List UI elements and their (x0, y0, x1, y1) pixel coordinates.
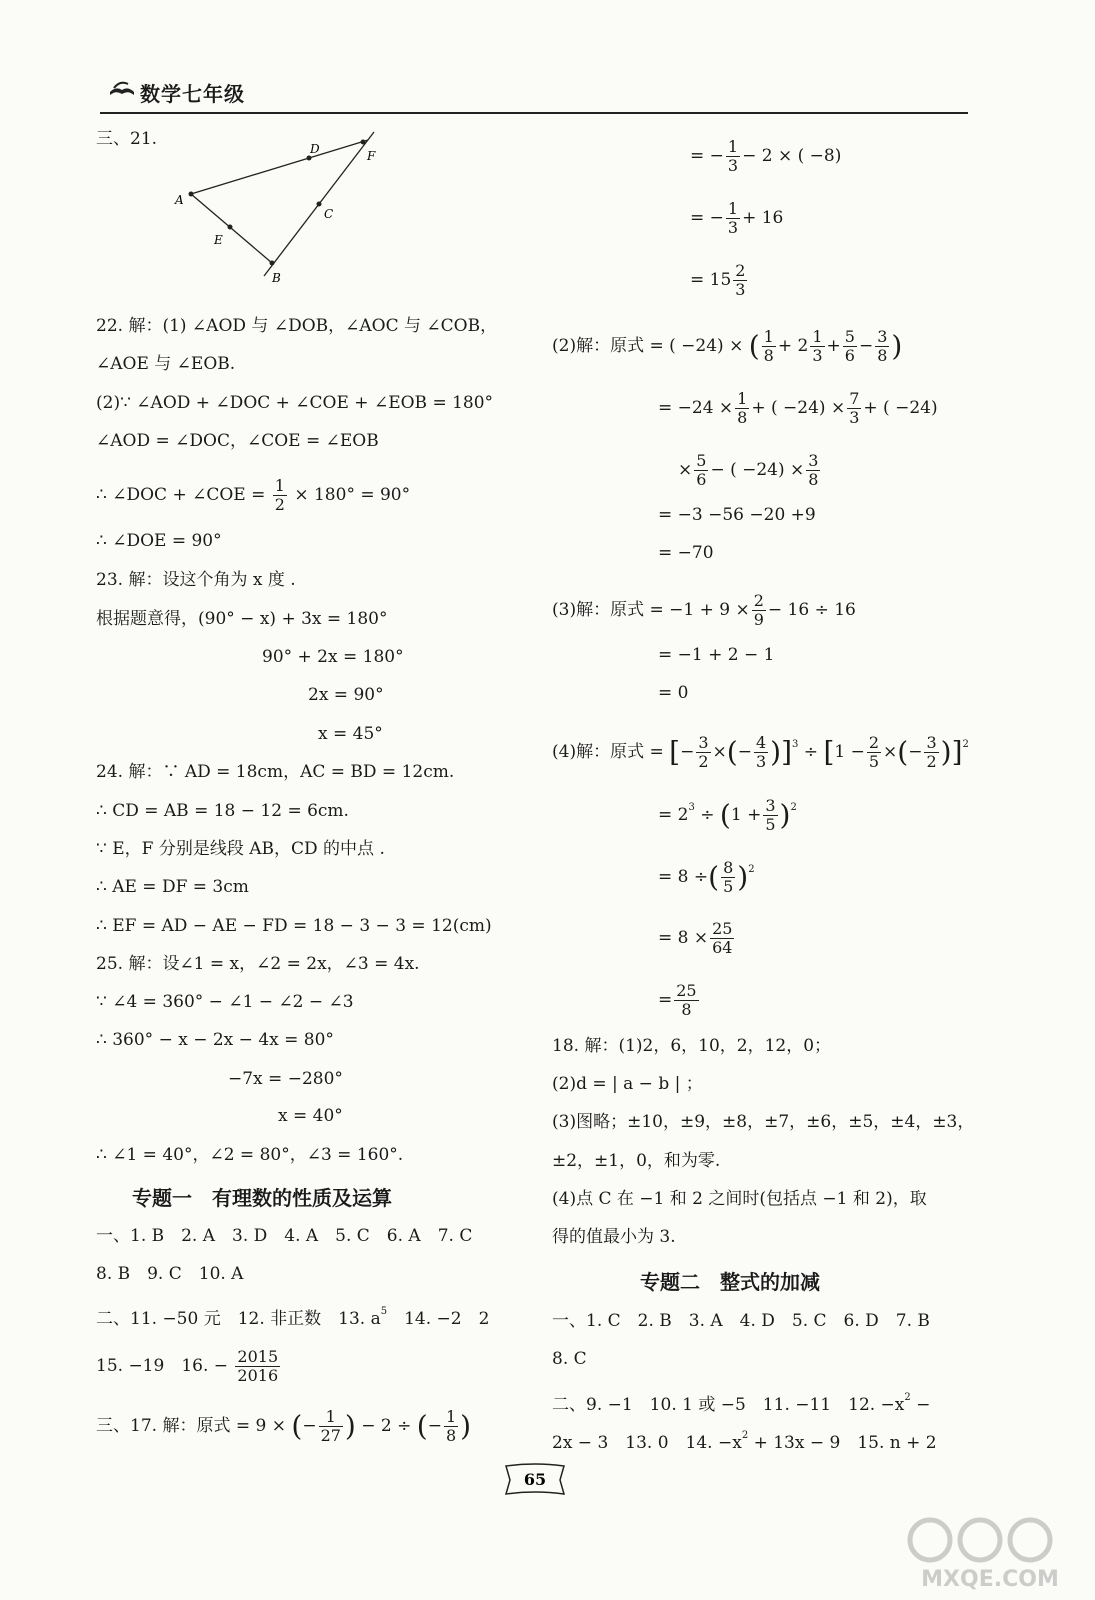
q25-line-2: ∵ ∠4 = 360° − ∠1 − ∠2 − ∠3 (96, 992, 354, 1012)
c2-line-2: = −24 × $\frac{1}{8}$ + ( −24) × $\frac{7}{3}$ + ( −24) (658, 389, 938, 427)
q24-line-1: 24. 解：∵ AD = 18cm，AC = BD = 12cm. (96, 762, 455, 782)
page-number: 65 (523, 1470, 547, 1489)
point-a-dot (189, 192, 194, 197)
q23-line-3: 90° + 2x = 180° (262, 647, 404, 667)
point-a-label: A (175, 193, 184, 207)
c4-line-3: = 8 ÷( $\frac{8}{5}$ )$^2$ (658, 858, 755, 896)
q23-line-2: 根据题意得，(90° − x) + 3x = 180° (96, 609, 388, 629)
q24-line-3: ∵ E，F 分别是线段 AB，CD 的中点 . (96, 839, 385, 859)
q18-line-3: (3)图略；±10，±9，±8，±7，±6，±5，±4，±3， (552, 1112, 975, 1132)
page-number-badge (500, 1462, 570, 1498)
point-f-dot (361, 140, 366, 145)
q24-line-2: ∴ CD = AB = 18 − 12 = 6cm. (96, 801, 349, 821)
topic1-answers-2: 8. B 9. C 10. A (96, 1264, 244, 1284)
page-title: 数学七年级 (140, 82, 245, 106)
q25-line-1: 25. 解：设∠1 = x，∠2 = 2x，∠3 = 4x. (96, 954, 420, 974)
page-header (100, 72, 968, 114)
q23-line-1: 23. 解：设这个角为 x 度 . (96, 570, 296, 590)
q21-label: 三、21. (96, 129, 158, 149)
watermark-logo (900, 1512, 1080, 1592)
c4-line-1: (4)解：原式 = [− $\frac{3}{2}$ ×(− $\frac{4}{3}$ )]$^3$ ÷ [1 − $\frac{2}{5}$ ×(− $\frac{3}{2}$ )]$^2$ (552, 733, 969, 771)
c3-line-2: = −1 + 2 − 1 (658, 645, 775, 665)
point-d-dot (307, 156, 312, 161)
triangle-figure (170, 128, 390, 288)
q18-line-2: (2)d = | a − b | ； (552, 1074, 703, 1094)
q22-line-2: ∠AOE 与 ∠EOB. (96, 354, 236, 374)
c2-line-5: = −70 (658, 543, 714, 563)
fraction-2015-2016: $\frac{2015}{2016}$ (237, 1347, 279, 1385)
c3-line-3: = 0 (658, 683, 689, 703)
q18-line-6: 得的值最小为 3. (552, 1227, 676, 1247)
topic2-answers-3: 二、9. −1 10. 1 或 −5 11. −11 12. $-x^2$ − (552, 1392, 931, 1415)
topic1-answers-4: 15. −19 16. − $\frac{2015}{2016}$ (96, 1347, 279, 1385)
book-logo-icon (108, 78, 136, 100)
c2-line-1: (2)解：原式 = ( −24) × ( $\frac{1}{8}$ + 2 $\frac{1}{3}$ + $\frac{5}{6}$ − $\frac{3}{8}$ ) (552, 327, 903, 365)
topic2-answers-4: 2x − 3 13. 0 14. $-x^2 + 13x - 9$ 15. n + 2 (552, 1430, 937, 1453)
topic2-answers-2: 8. C (552, 1349, 587, 1369)
q24-line-4: ∴ AE = DF = 3cm (96, 877, 249, 897)
point-b-dot (270, 261, 275, 266)
topic1-title: 专题一 有理数的性质及运算 (132, 1186, 392, 1210)
svg-text:MXQE.COM: MXQE.COM (921, 1567, 1059, 1592)
c2-line-4: = −3 −56 −20 +9 (658, 505, 816, 525)
topic1-answers-1: 一、1. B 2. A 3. D 4. A 5. C 6. A 7. C (96, 1226, 473, 1246)
fraction-half: $\frac{1}{2}$ (274, 476, 285, 514)
q22-line-3: (2)∵ ∠AOD + ∠DOC + ∠COE + ∠EOB = 180° (96, 393, 494, 413)
q18-line-4: ±2，±1，0，和为零. (552, 1151, 721, 1171)
q22-line-4: ∠AOD = ∠DOC，∠COE = ∠EOB (96, 431, 379, 451)
segment-af (191, 140, 368, 194)
q23-line-5: x = 45° (318, 724, 383, 744)
c2-line-3: × $\frac{5}{6}$ − ( −24) × $\frac{3}{8}$ (678, 451, 819, 489)
c4-line-5: = $\frac{25}{8}$ (658, 981, 697, 1019)
point-c-dot (317, 202, 322, 207)
topic1-answers-5: 三、17. 解：原式 = 9 × (− $\frac{1}{27}$ ) − 2 ÷ (− $\frac{1}{8}$ ) (96, 1407, 472, 1445)
point-e-label: E (214, 233, 223, 247)
q22-line-6: ∴ ∠DOE = 90° (96, 531, 222, 551)
c1-line-1: = − $\frac{1}{3}$ − 2 × ( −8) (690, 137, 842, 175)
c4-line-2: = $2^3 \div (1$ + $\frac{3}{5}$ )$^2$ (658, 796, 797, 834)
q23-line-4: 2x = 90° (308, 685, 384, 705)
q25-line-4: −7x = −280° (228, 1069, 343, 1089)
point-c-label: C (324, 207, 334, 221)
q18-line-5: (4)点 C 在 −1 和 2 之间时(包括点 −1 和 2)，取 (552, 1189, 927, 1209)
q22-line-1: 22. 解：(1) ∠AOD 与 ∠DOB，∠AOC 与 ∠COB， (96, 316, 498, 336)
topic2-answers-1: 一、1. C 2. B 3. A 4. D 5. C 6. D 7. B (552, 1311, 930, 1331)
q25-line-5: x = 40° (278, 1106, 343, 1126)
q25-line-6: ∴ ∠1 = 40°，∠2 = 80°，∠3 = 160°. (96, 1145, 404, 1165)
c1-line-3: = 15 $\frac{2}{3}$ (690, 261, 746, 299)
point-b-label: B (272, 271, 281, 285)
point-f-label: F (367, 149, 376, 163)
point-e-dot (228, 225, 233, 230)
c1-line-2: = − $\frac{1}{3}$ + 16 (690, 199, 784, 237)
q18-line-1: 18. 解：(1)2，6，10，2，12，0； (552, 1036, 832, 1056)
q22-line-5: ∴ ∠DOC + ∠COE = $\frac{1}{2}$ × 180° = 90° (96, 476, 411, 514)
c3-line-1: (3)解：原式 = −1 + 9 × $\frac{2}{9}$ − 16 ÷ 16 (552, 591, 856, 629)
topic1-answers-3: 二、11. −50 元 12. 非正数 13. $a^5$ 14. −2 2 (96, 1306, 490, 1329)
topic2-title: 专题二 整式的加减 (640, 1270, 820, 1294)
c4-line-4: = 8 × $\frac{25}{64}$ (658, 919, 733, 957)
q25-line-3: ∴ 360° − x − 2x − 4x = 80° (96, 1030, 334, 1050)
q24-line-5: ∴ EF = AD − AE − FD = 18 − 3 − 3 = 12(cm) (96, 916, 492, 936)
point-d-label: D (310, 142, 320, 156)
